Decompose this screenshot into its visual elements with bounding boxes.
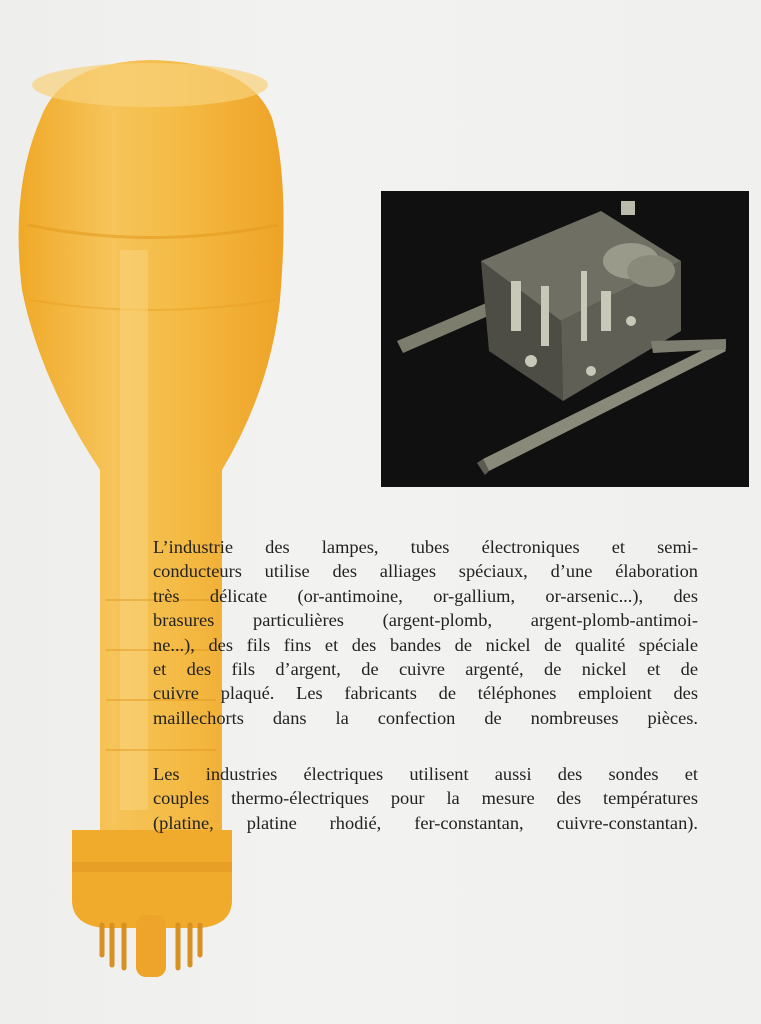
paragraph-1-line: conducteurs utilise des alliages spéciaux, d’une élaboration: [153, 561, 698, 582]
paragraph-1-line: L’industrie des lampes, tubes électroniques et semi-: [153, 537, 698, 557]
paragraph-1-line: maillechorts dans la confection de nombreuses pièces.: [153, 707, 698, 728]
paragraph-2-line: (platine, platine rhodié, fer-constantan, cuivre-constantan).: [153, 812, 698, 833]
paragraph-1-line: et des fils d’argent, de cuivre argenté, de nickel et de: [153, 659, 698, 680]
paragraph-1-line: cuivre plaqué. Les fabricants de téléphones emploient des: [153, 683, 698, 704]
paragraph-2-line: couples thermo-électriques pour la mesure des températures: [153, 788, 698, 809]
paragraph-2: [153, 762, 698, 835]
paragraph-1-line: très délicate (or-antimoine, or-gallium, or-arsenic...), des: [153, 585, 698, 606]
paragraph-1-line: ne...), des fils fins et des bandes de nickel de qualité spéciale: [153, 634, 698, 655]
paragraph-1: [153, 535, 698, 730]
paragraph-2-line: Les industries électriques utilisent aussi des sondes et: [153, 764, 698, 784]
paragraph-1-line: brasures particulières (argent-plomb, argent-plomb-antimoi-: [153, 610, 698, 631]
relay-mechanism-drawing: [381, 191, 749, 487]
relay-mechanism-photo: [381, 191, 749, 487]
body-text: [153, 535, 698, 833]
